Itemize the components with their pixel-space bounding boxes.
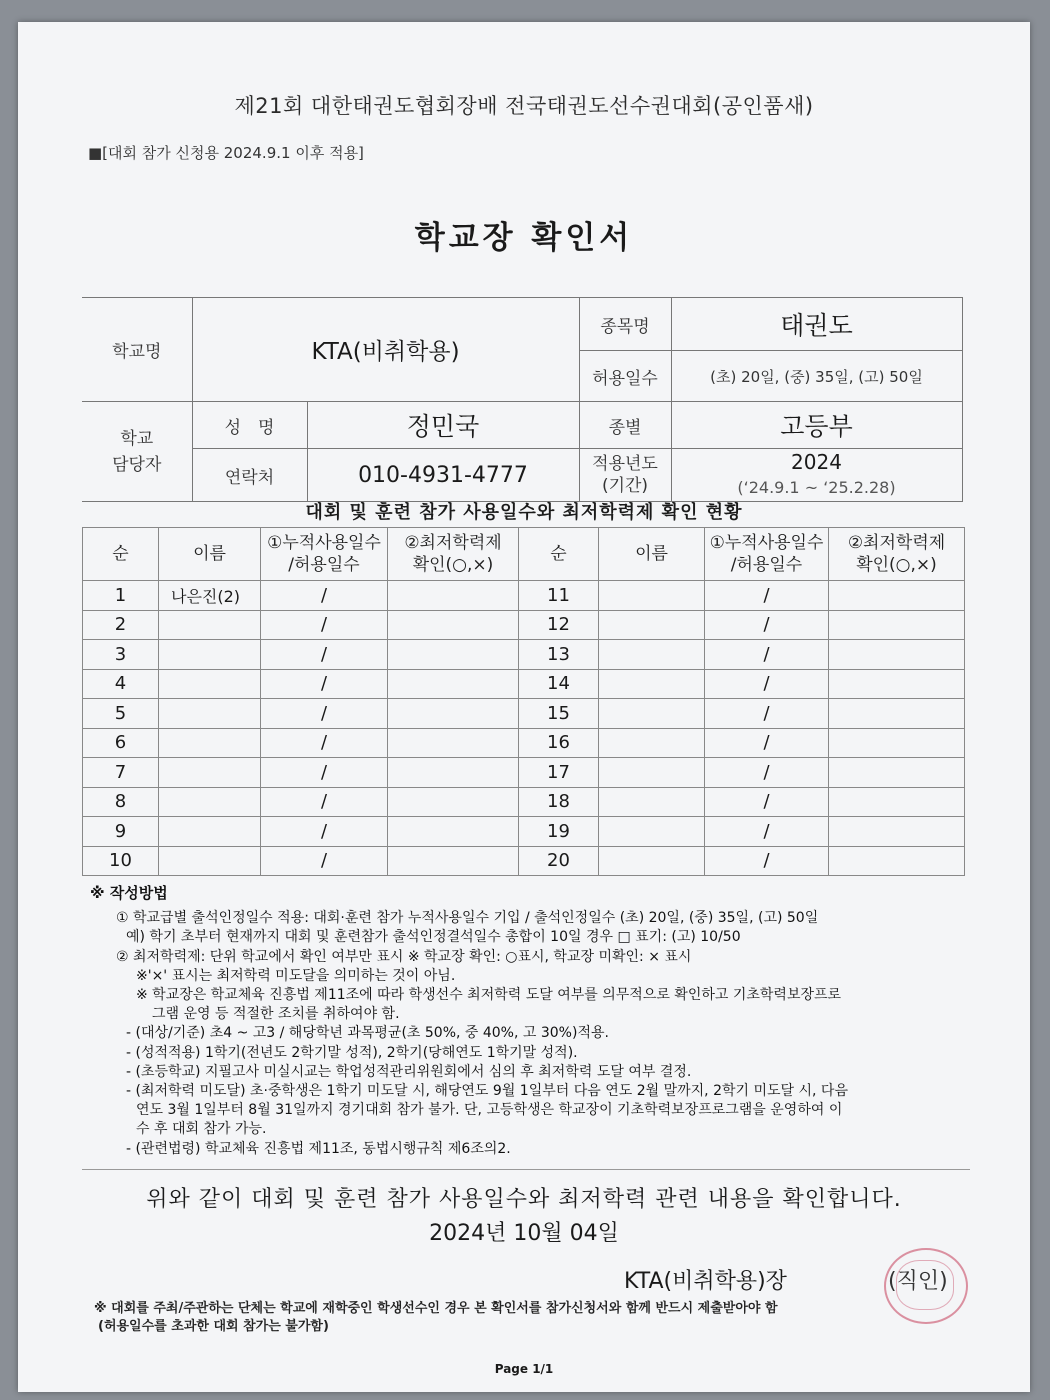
table-row [519,669,965,699]
col-days: ①누적사용일수 /허용일수 [705,528,829,581]
document-page [18,22,1030,1392]
student-name [159,640,261,670]
instruction-line: ① 학교급별 출석인정일수 적용: 대회·훈련 참가 누적사용일수 기입 / 출석인정일수 (초) 20일, (중) 35일, (고) 50일 [116,910,819,927]
event-title: 제21회 대한태권도협회장배 전국태권도선수권대회(공인품새) [234,94,814,118]
check-cell [388,758,519,788]
row-number: 3 [83,640,159,670]
check-cell [388,787,519,817]
instruction-line: ② 최저학력제: 단위 학교에서 확인 여부만 표시 ※ 학교장 확인: ○표시, 학교장 미확인: × 표시 [116,948,692,965]
application-note: ■[대회 참가 신청용 2024.9.1 이후 적용] [88,144,364,162]
year-value: 2024 [791,450,842,474]
row-number: 11 [519,581,599,611]
table-row [83,846,519,876]
principal-signature: KTA(비취학용)장 [624,1269,787,1294]
check-cell [388,610,519,640]
instruction-line: - (초등학교) 지필고사 미실시교는 학업성적관리위원회에서 심의 후 최저학력 도달 여부 결정. [126,1063,692,1080]
footnote-line: (허용일수를 초과한 대회 참가는 불가함) [98,1319,329,1334]
roster-section-title: 대회 및 훈련 참가 사용일수와 최저학력제 확인 현황 [305,502,743,523]
table-row [83,581,519,611]
document-title: 학교장 확인서 [414,220,634,256]
check-cell [829,581,965,611]
student-name [599,728,705,758]
check-cell [388,581,519,611]
days-cell: / [705,758,829,788]
days-cell: / [705,610,829,640]
col-days: ①누적사용일수 /허용일수 [261,528,388,581]
row-number: 19 [519,817,599,847]
instruction-line: 수 후 대회 참가 가능. [136,1121,267,1138]
student-name [159,787,261,817]
col-name: 이름 [599,528,705,581]
contact-label: 연락처 [192,449,307,502]
section-divider [82,1169,970,1170]
name-value: 정민국 [307,402,579,449]
days-cell: / [261,728,388,758]
page-number: Page 1/1 [494,1362,554,1376]
student-name: 나은진(2) [159,581,261,611]
table-row [83,610,519,640]
row-number: 12 [519,610,599,640]
student-name [599,640,705,670]
table-row [519,728,965,758]
table-row [519,640,965,670]
table-row [83,640,519,670]
row-number: 4 [83,669,159,699]
col-check: ②최저학력제 확인(○,×) [388,528,519,581]
row-number: 9 [83,817,159,847]
confirmation-date: 2024년 10월 04일 [429,1221,619,1246]
check-cell [388,817,519,847]
check-cell [829,728,965,758]
roster-table-left [82,527,519,876]
instruction-line: ※'×' 표시는 최저학력 미도달을 의미하는 것이 아님. [136,967,456,984]
student-name [159,728,261,758]
days-cell: / [261,640,388,670]
manager-label: 학교 담당자 [82,402,192,502]
contact-value: 010-4931-4777 [307,449,579,502]
student-name [159,758,261,788]
row-number: 6 [83,728,159,758]
instruction-line: 그램 운영 등 적절한 조치를 취하여야 함. [152,1006,400,1023]
instruction-line: - (최저학력 미도달) 초·중학생은 1학기 미도달 시, 해당연도 9월 1일부터 다음 연도 2월 말까지, 2학기 미도달 시, 다음 [126,1083,848,1100]
days-cell: / [261,610,388,640]
footnote-line: ※ 대회를 주최/주관하는 단체는 학교에 재학중인 학생선수인 경우 본 확인서를 참가신청서와 함께 반드시 제출받아야 함 [94,1301,778,1316]
days-cell: / [261,669,388,699]
year-value-cell [671,449,962,502]
year-label: 적용년도 [592,454,658,474]
days-cell: / [705,669,829,699]
check-cell [829,669,965,699]
days-cell: / [705,640,829,670]
student-name [599,610,705,640]
check-cell [829,758,965,788]
year-label-sub: (기간) [601,476,649,496]
days-cell: / [705,846,829,876]
student-name [599,758,705,788]
days-cell: / [261,817,388,847]
sport-value: 태권도 [671,298,962,351]
student-name [599,787,705,817]
name-label: 성 명 [192,402,307,449]
student-name [599,581,705,611]
student-name [159,817,261,847]
table-row [519,610,965,640]
table-row [519,817,965,847]
seal-label: (직인) [888,1269,948,1294]
check-cell [829,817,965,847]
check-cell [388,640,519,670]
table-row [83,699,519,729]
row-number: 5 [83,699,159,729]
row-number: 1 [83,581,159,611]
check-cell [829,640,965,670]
col-no: 순 [519,528,599,581]
student-name [159,610,261,640]
days-cell: / [261,699,388,729]
instruction-line: ※ 학교장은 학교체육 진흥법 제11조에 따라 학생선수 최저학력 도달 여부를 의무적으로 확인하고 기초학력보장프로 [136,987,842,1004]
student-name [599,669,705,699]
instruction-line: - (관련법령) 학교체육 진흥법 제11조, 동법시행규칙 제6조의2. [126,1140,511,1157]
table-row [83,787,519,817]
table-row [83,817,519,847]
year-label-cell [579,449,671,502]
table-row [519,846,965,876]
table-row [519,581,965,611]
check-cell [829,787,965,817]
check-cell [388,699,519,729]
category-label: 종별 [579,402,671,449]
row-number: 14 [519,669,599,699]
table-row [519,699,965,729]
allowed-days-label: 허용일수 [579,351,671,402]
row-number: 10 [83,846,159,876]
days-cell: / [261,846,388,876]
confirmation-statement: 위와 같이 대회 및 훈련 참가 사용일수와 최저학력 관련 내용을 확인합니다. [146,1187,902,1212]
col-check: ②최저학력제 확인(○,×) [829,528,965,581]
footnote [94,1300,974,1336]
row-number: 18 [519,787,599,817]
table-row [519,787,965,817]
days-cell: / [705,581,829,611]
days-cell: / [705,787,829,817]
row-number: 7 [83,758,159,788]
row-number: 17 [519,758,599,788]
student-name [599,846,705,876]
instruction-line: - (성적적용) 1학기(전년도 2학기말 성적), 2학기(당해연도 1학기말 성적). [126,1044,578,1061]
days-cell: / [261,758,388,788]
school-value: KTA(비취학용) [192,298,579,402]
roster-table-right [518,527,965,876]
row-number: 8 [83,787,159,817]
student-name [159,846,261,876]
days-cell: / [705,817,829,847]
student-name [159,669,261,699]
days-cell: / [261,787,388,817]
table-row [83,758,519,788]
row-number: 2 [83,610,159,640]
row-number: 13 [519,640,599,670]
student-name [599,699,705,729]
row-number: 16 [519,728,599,758]
instructions-heading: ※ 작성방법 [90,884,168,902]
sport-label: 종목명 [579,298,671,351]
student-name [599,817,705,847]
school-label: 학교명 [82,298,192,402]
allowed-days-value: (초) 20일, (중) 35일, (고) 50일 [671,351,962,402]
table-row [83,728,519,758]
table-row [519,758,965,788]
instruction-line: 연도 3월 1일부터 8월 31일까지 경기대회 참가 불가. 단, 고등학생은 학교장이 기초학력보장프로그램을 운영하여 이 [136,1102,843,1119]
check-cell [388,846,519,876]
check-cell [829,846,965,876]
check-cell [829,610,965,640]
instruction-line: - (대상/기준) 초4 ~ 고3 / 해당학년 과목평균(초 50%, 중 40%, 고 30%)적용. [126,1025,609,1042]
school-info-table [82,297,963,502]
days-cell: / [705,699,829,729]
row-number: 15 [519,699,599,729]
check-cell [388,728,519,758]
year-period: (‘24.9.1 ~ ‘25.2.28) [737,478,896,497]
table-row [83,669,519,699]
instruction-line: 예) 학기 초부터 현재까지 대회 및 훈련참가 출석인정결석일수 총합이 10일 경우 □ 표기: (고) 10/50 [126,929,741,946]
category-value: 고등부 [671,402,962,449]
student-name [159,699,261,729]
check-cell [829,699,965,729]
days-cell: / [261,581,388,611]
col-name: 이름 [159,528,261,581]
col-no: 순 [83,528,159,581]
days-cell: / [705,728,829,758]
check-cell [388,669,519,699]
writing-instructions [90,884,970,1159]
row-number: 20 [519,846,599,876]
